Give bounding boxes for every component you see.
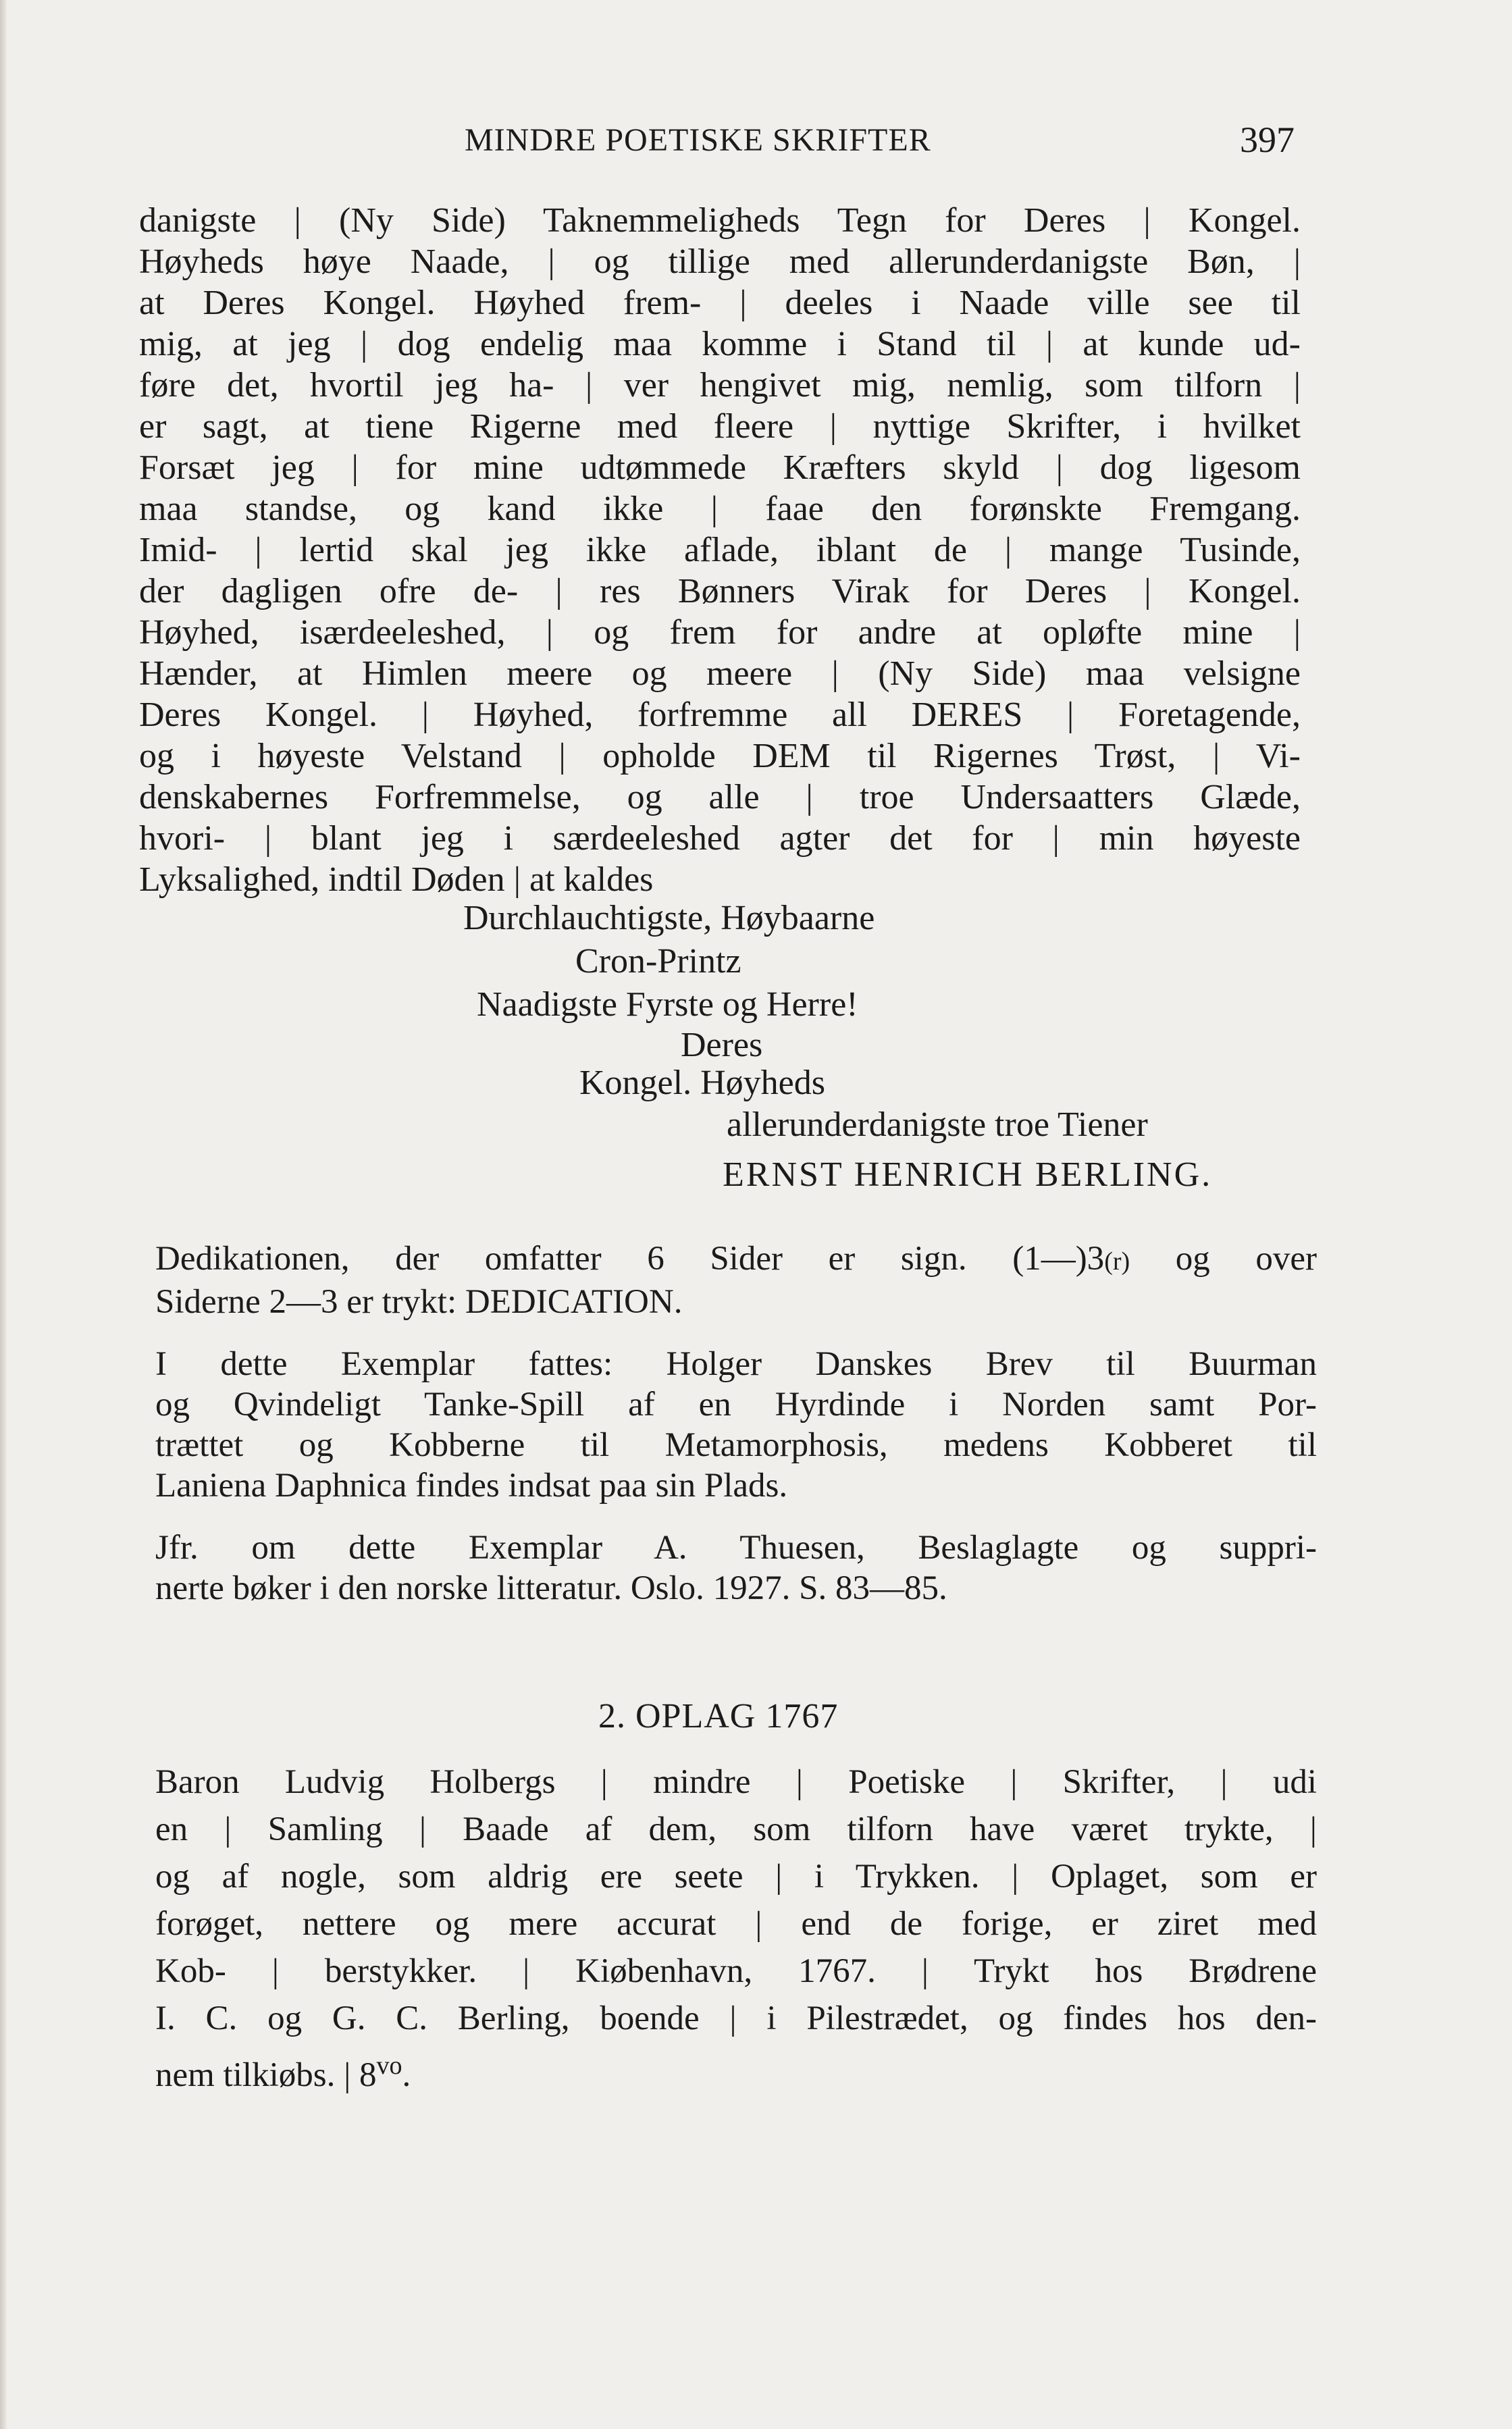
dedication-line: føre det, hvortil jeg ha- | ver hengivet mig, nemlig, som tilforn | [139,366,1301,404]
edition-text: . [402,2056,411,2094]
section-heading: 2. OPLAG 1767 [598,1697,839,1735]
dedication-line: at Deres Kongel. Høyhed frem- | deeles i Naade ville see til [139,284,1301,322]
edition-text: nem tilkiøbs. | 8 [155,2056,377,2094]
closing-title: Cron-Printz [575,942,741,981]
edition-line: Kob- | berstykker. | Kiøbenhavn, 1767. | Trykt hos Brødrene [155,1952,1317,1990]
dedication-line: maa standse, og kand ikke | faae den forønskte Fremgang. [139,490,1301,528]
note-line: Siderne 2—3 er trykt: DEDICATION. [155,1283,683,1321]
note-line: og Qvindeligt Tanke-Spill af en Hyrdinde i Norden samt Por- [155,1386,1317,1424]
page-edge [0,0,7,2429]
note-line: I dette Exemplar fattes: Holger Danskes Brev til Buurman [155,1345,1317,1383]
signature: ERNST HENRICH BERLING. [723,1155,1213,1194]
note-text: og over [1130,1240,1318,1278]
closing-address: Naadigste Fyrste og Herre! [477,985,858,1024]
note-signature [155,1238,1317,1322]
closing-kongel: Kongel. Høyheds [579,1064,825,1102]
edition-line: Baron Ludvig Holbergs | mindre | Poetiske | Skrifter, | udi [155,1763,1317,1801]
dedication-line: og i høyeste Velstand | opholde DEM til Rigernes Trøst, | Vi- [139,737,1301,775]
edition-sup: vo [376,2052,402,2080]
edition-description [155,1758,1317,2099]
edition-line [155,2042,1317,2099]
note-missing-items [155,1344,1317,1506]
note-line: nerte bøker i den norske litteratur. Oslo. 1927. S. 83—85. [155,1569,947,1607]
edition-line: I. C. og G. C. Berling, boende | i Pilestrædet, og findes hos den- [155,2000,1317,2037]
dedication-line: Lyksalighed, indtil Døden | at kaldes [139,860,654,899]
note-line: Jfr. om dette Exemplar A. Thuesen, Beslaglagte og suppri- [155,1529,1317,1567]
dedication-line: Imid- | lertid skal jeg ikke aflade, iblant de | mange Tusinde, [139,531,1301,569]
dedication-line: er sagt, at tiene Rigerne med fleere | nyttige Skrifter, i hvilket [139,407,1301,446]
dedication-line: Deres Kongel. | Høyhed, forfremme all DERES | Foretagende, [139,696,1301,734]
closing-servant: allerunderdanigste troe Tiener [727,1105,1148,1144]
dedication-line: mig, at jeg | dog endelig maa komme i Stand til | at kunde ud- [139,325,1301,363]
dedication-line: denskabernes Forfremmelse, og alle | troe Undersaatters Glæde, [139,778,1301,816]
running-title: MINDRE POETISKE SKRIFTER [465,122,931,158]
dedication-line: Høyheds høye Naade, | og tillige med allerunderdanigste Bøn, | [139,242,1301,281]
dedication-line: Høyhed, isærdeeleshed, | og frem for andre at opløfte mine | [139,613,1301,652]
dedication-line: danigste | (Ny Side) Taknemmeligheds Tegn for Deres | Kongel. [139,201,1301,240]
edition-line: en | Samling | Baade af dem, som tilforn have været trykte, | [155,1810,1317,1848]
dedication-line: hvori- | blant jeg i særdeeleshed agter det for | min høyeste [139,819,1301,858]
closing-deres: Deres [681,1026,763,1064]
dedication-line: Forsæt jeg | for mine udtømmede Kræfters skyld | dog ligesom [139,448,1301,487]
edition-line: forøget, nettere og mere accurat | end de forige, er ziret med [155,1905,1317,1943]
closing-salutation: Durchlauchtigste, Høybaarne [463,899,875,937]
note-line: trættet og Kobberne til Metamorphosis, medens Kobberet til [155,1426,1317,1464]
dedication-text [139,200,1301,900]
dedication-line: Hænder, at Himlen meere og meere | (Ny Side) maa velsigne [139,654,1301,693]
note-line [155,1238,1317,1282]
note-line: Laniena Daphnica findes indsat paa sin Plads. [155,1467,788,1505]
page-number: 397 [1240,120,1295,160]
note-text: Dedikationen, der omfatter 6 Sider er sign. (1—)3 [155,1240,1105,1278]
edition-line: og af nogle, som aldrig ere seete | i Trykken. | Oplaget, som er [155,1858,1317,1896]
note-sub: (r) [1104,1247,1130,1276]
note-reference [155,1527,1317,1609]
dedication-line: der dagligen ofre de- | res Bønners Virak for Deres | Kongel. [139,572,1301,610]
